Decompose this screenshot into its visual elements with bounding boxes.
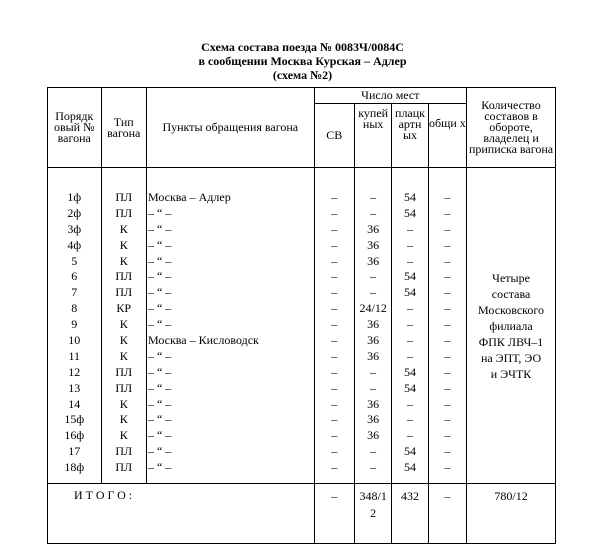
- row-13-common: –: [444, 380, 451, 395]
- row-3-sv: –: [331, 221, 338, 236]
- row-9-type: К: [119, 317, 128, 332]
- row-6-points: – “ –: [147, 269, 172, 284]
- owner-line: и ЭЧТК: [490, 366, 532, 381]
- col-kupe: [354, 168, 391, 484]
- header-order: Порядк овый № вагона: [48, 88, 102, 168]
- owner-cell: [467, 168, 556, 484]
- row-8-plats: –: [407, 301, 414, 316]
- row-4-type: К: [119, 237, 128, 252]
- total-count: 780/12: [467, 484, 556, 544]
- row-14-num: 14: [68, 396, 81, 411]
- col-common: [428, 168, 466, 484]
- row-6-type: ПЛ: [115, 269, 133, 284]
- row-13-points: – “ –: [147, 380, 172, 395]
- owner-line: Московского: [478, 302, 545, 317]
- row-7-num: 7: [71, 285, 78, 300]
- owner-line: Четыре: [492, 270, 530, 285]
- row-2-points: – “ –: [147, 205, 172, 220]
- header-seats: Число мест: [314, 88, 466, 104]
- row-9-points: – “ –: [147, 317, 172, 332]
- row-18-kupe: –: [370, 460, 377, 475]
- row-2-kupe: –: [370, 205, 377, 220]
- row-15-points: – “ –: [147, 412, 172, 427]
- total-label: ИТОГО:: [48, 484, 315, 544]
- header-kupe: купей ных: [354, 104, 391, 168]
- total-row: [48, 484, 556, 544]
- row-16-points: – “ –: [147, 428, 172, 443]
- row-18-plats: 54: [404, 460, 417, 475]
- row-11-plats: –: [407, 348, 414, 363]
- row-12-plats: 54: [404, 364, 417, 379]
- row-6-sv: –: [331, 269, 338, 284]
- owner-line: состава: [491, 286, 531, 301]
- total-sv: –: [314, 484, 354, 544]
- row-4-points: – “ –: [147, 237, 172, 252]
- row-2-plats: 54: [404, 205, 417, 220]
- header-row-1: [48, 88, 556, 104]
- row-9-sv: –: [331, 317, 338, 332]
- row-8-num: 8: [71, 301, 78, 316]
- row-16-kupe: 36: [367, 428, 380, 443]
- row-3-points: – “ –: [147, 221, 172, 236]
- header-common: общи х: [428, 104, 466, 168]
- row-1-num: 1ф: [67, 190, 82, 204]
- owner-line: филиала: [489, 318, 533, 333]
- row-4-plats: –: [407, 237, 414, 252]
- row-4-kupe: 36: [367, 237, 380, 252]
- row-11-sv: –: [331, 348, 338, 363]
- row-1-kupe: –: [370, 190, 377, 204]
- row-7-common: –: [444, 285, 451, 300]
- total-common: –: [428, 484, 466, 544]
- row-11-points: – “ –: [147, 348, 172, 363]
- total-plats: 432: [392, 484, 428, 544]
- row-13-plats: 54: [404, 380, 417, 395]
- row-14-points: – “ –: [147, 396, 172, 411]
- row-8-points: – “ –: [147, 301, 172, 316]
- col-num: [48, 168, 102, 484]
- row-5-points: – “ –: [147, 253, 172, 268]
- row-11-type: К: [119, 348, 128, 363]
- row-12-points: – “ –: [147, 364, 172, 379]
- row-9-common: –: [444, 317, 451, 332]
- row-18-points: – “ –: [147, 460, 172, 475]
- row-8-sv: –: [331, 301, 338, 316]
- row-12-type: ПЛ: [115, 364, 133, 379]
- row-1-points: Москва – Адлер: [147, 190, 231, 204]
- row-6-plats: 54: [404, 269, 417, 284]
- row-18-sv: –: [331, 460, 338, 475]
- row-7-points: – “ –: [147, 285, 172, 300]
- row-13-type: ПЛ: [115, 380, 133, 395]
- row-14-sv: –: [331, 396, 338, 411]
- row-13-sv: –: [331, 380, 338, 395]
- row-10-common: –: [444, 333, 451, 348]
- row-18-num: 18ф: [64, 460, 85, 475]
- row-7-type: ПЛ: [115, 285, 133, 300]
- row-3-num: 3ф: [67, 221, 82, 236]
- row-3-kupe: 36: [367, 221, 380, 236]
- header-type: Тип вагона: [101, 88, 146, 168]
- row-13-kupe: –: [370, 380, 377, 395]
- row-10-sv: –: [331, 333, 338, 348]
- row-8-common: –: [444, 301, 451, 316]
- row-2-sv: –: [331, 205, 338, 220]
- title-line-3: (схема №2): [272, 68, 333, 82]
- row-14-plats: –: [407, 396, 414, 411]
- document-title: [0, 40, 605, 82]
- row-18-common: –: [444, 460, 451, 475]
- row-7-plats: 54: [404, 285, 417, 300]
- row-17-common: –: [444, 444, 451, 459]
- row-10-plats: –: [407, 333, 414, 348]
- row-7-kupe: –: [370, 285, 377, 300]
- row-12-common: –: [444, 364, 451, 379]
- row-18-type: ПЛ: [115, 460, 133, 475]
- row-2-type: ПЛ: [115, 205, 133, 220]
- row-16-plats: –: [407, 428, 414, 443]
- row-4-num: 4ф: [67, 237, 82, 252]
- row-15-common: –: [444, 412, 451, 427]
- col-type: [101, 168, 146, 484]
- header-count: Количество составов в обороте, владелец и приписка вагона: [467, 88, 556, 168]
- body-row: [48, 168, 556, 484]
- row-16-type: К: [119, 428, 128, 443]
- row-17-sv: –: [331, 444, 338, 459]
- row-11-num: 11: [68, 348, 81, 363]
- row-14-type: К: [119, 396, 128, 411]
- row-11-common: –: [444, 348, 451, 363]
- row-10-kupe: 36: [367, 333, 380, 348]
- header-sv: СВ: [314, 104, 354, 168]
- row-5-kupe: 36: [367, 253, 380, 268]
- row-5-plats: –: [407, 253, 414, 268]
- title-line-1: Схема состава поезда № 0083Ч/0084С: [201, 40, 404, 54]
- row-3-type: К: [119, 221, 128, 236]
- row-15-plats: –: [407, 412, 414, 427]
- row-5-type: К: [119, 253, 128, 268]
- row-16-sv: –: [331, 428, 338, 443]
- row-6-common: –: [444, 269, 451, 284]
- total-kupe: 348/1 2: [354, 484, 391, 544]
- row-14-kupe: 36: [367, 396, 380, 411]
- row-1-common: –: [444, 190, 451, 204]
- row-17-points: – “ –: [147, 444, 172, 459]
- row-8-kupe: 24/12: [359, 301, 387, 316]
- row-6-kupe: –: [370, 269, 377, 284]
- row-6-num: 6: [71, 269, 78, 284]
- title-line-2: в сообщении Москва Курская – Адлер: [198, 54, 407, 68]
- row-10-num: 10: [68, 333, 81, 348]
- row-17-type: ПЛ: [115, 444, 133, 459]
- row-16-num: 16ф: [64, 428, 85, 443]
- row-1-plats: 54: [404, 190, 417, 204]
- row-9-kupe: 36: [367, 317, 380, 332]
- row-4-common: –: [444, 237, 451, 252]
- row-13-num: 13: [68, 380, 81, 395]
- row-2-common: –: [444, 205, 451, 220]
- row-2-num: 2ф: [67, 205, 82, 220]
- row-12-num: 12: [68, 364, 81, 379]
- row-17-num: 17: [68, 444, 81, 459]
- row-8-type: КР: [116, 301, 132, 316]
- header-points: Пункты обращения вагона: [146, 88, 314, 168]
- row-14-common: –: [444, 396, 451, 411]
- row-15-sv: –: [331, 412, 338, 427]
- row-17-plats: 54: [404, 444, 417, 459]
- col-points: [146, 168, 314, 484]
- row-5-num: 5: [71, 253, 78, 268]
- row-9-plats: –: [407, 317, 414, 332]
- row-15-kupe: 36: [367, 412, 380, 427]
- row-3-plats: –: [407, 221, 414, 236]
- col-sv: [314, 168, 354, 484]
- row-3-common: –: [444, 221, 451, 236]
- row-10-points: Москва – Кисловодск: [147, 333, 259, 348]
- row-12-sv: –: [331, 364, 338, 379]
- row-12-kupe: –: [370, 364, 377, 379]
- row-15-type: К: [119, 412, 128, 427]
- row-10-type: К: [119, 333, 128, 348]
- train-composition-table: [47, 87, 556, 544]
- row-5-common: –: [444, 253, 451, 268]
- row-17-kupe: –: [370, 444, 377, 459]
- row-1-type: ПЛ: [115, 190, 133, 204]
- row-15-num: 15ф: [64, 412, 85, 427]
- row-9-num: 9: [71, 317, 78, 332]
- owner-line: ФПК ЛВЧ–1: [478, 334, 544, 349]
- owner-line: на ЭПТ, ЭО: [480, 350, 542, 365]
- row-1-sv: –: [331, 190, 338, 204]
- row-11-kupe: 36: [367, 348, 380, 363]
- row-5-sv: –: [331, 253, 338, 268]
- row-7-sv: –: [331, 285, 338, 300]
- col-plats: [392, 168, 428, 484]
- row-16-common: –: [444, 428, 451, 443]
- row-4-sv: –: [331, 237, 338, 252]
- header-plats: плацк артн ых: [392, 104, 428, 168]
